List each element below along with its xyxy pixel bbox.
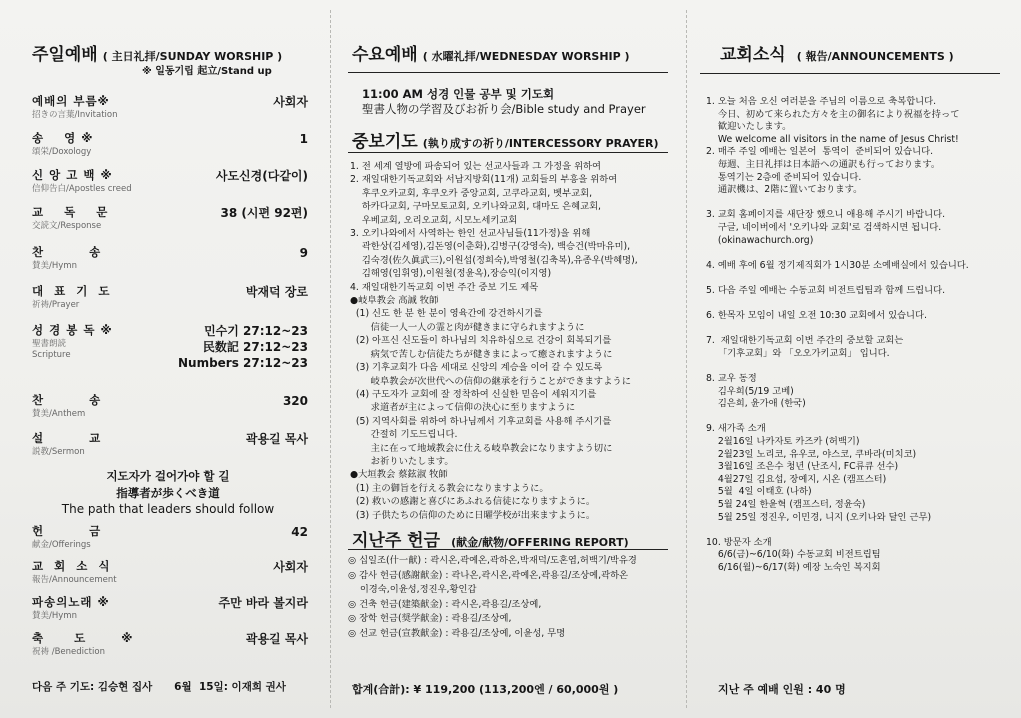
wednesday-header bbox=[352, 40, 630, 65]
wednesday-subtitle: ( 水曜礼拝/WEDNESDAY WORSHIP ) bbox=[422, 50, 630, 63]
sermon-title-english: The path that leaders should follow bbox=[61, 502, 275, 516]
worship-item-value: 9 bbox=[299, 246, 308, 260]
intercessory-subtitle: (執り成すの祈り/INTERCESSORY PRAYER) bbox=[422, 137, 659, 150]
worship-item-value: 320 bbox=[282, 394, 308, 408]
worship-item-sublabel: 招きの言葉/Invitation bbox=[32, 110, 118, 120]
announcements-column bbox=[700, 0, 1010, 718]
worship-item-sublabel: 祝祷 /Benediction bbox=[32, 647, 105, 657]
worship-item-value: 사도신경(다같이) bbox=[215, 169, 308, 183]
wednesday-column bbox=[338, 0, 668, 718]
offering-rule bbox=[348, 549, 668, 550]
worship-item-value: 사회자 bbox=[273, 95, 308, 109]
sunday-worship-subtitle: ( 主日礼拝/SUNDAY WORSHIP ) bbox=[102, 50, 283, 63]
offering-list: ◎ 십일조(什一献) : 곽시온,곽예온,곽하온,박재덕/도혼엽,허백기/박유경 ◎ 감사 헌금(感謝献金) : 곽나온,곽시온,곽예온,곽용길/조상예,곽하온 이경숙,이윤성,정진우,황인갑 ◎ 건축 헌금(建築献金) : 곽시온,곽용길/조상예, ◎ 장학 헌금(奨学献金) : 곽용길/조상예, ◎ 선교 헌금(宣教献金) : 곽용길/조상예, 이윤성, 무명 bbox=[348, 555, 637, 639]
intercessory-title: 중보기도 bbox=[352, 132, 418, 152]
worship-item-value: 38 (시편 92편) bbox=[220, 206, 308, 220]
worship-item-value: 곽용길 목사 bbox=[245, 632, 308, 646]
worship-item-label: 축 도 ※ bbox=[32, 631, 134, 645]
worship-item-value: 박재덕 장로 bbox=[245, 285, 308, 299]
worship-item-label: 송 영 ※ bbox=[32, 131, 94, 145]
prayer-list: 1. 전 세계 열방에 파송되어 있는 선교사들과 그 가정을 위하여 2. 재일대한기독교회와 서남지방회(11개) 교회들의 부흥을 위하여 후쿠오카교회, 후쿠오카 중앙교회, 고쿠라교회, 벳부교회, 하카다교회, 구마모토교회, 오키나와교회, 대마도 은혜교회, 우베교회, 오리오교회, 시모노세키교회 3. 오키나와에서 사역하는 한인 선교사님들(11가정)을 위해 곽한상(김세영),김돈영(이춘화),김병구(강영숙), 백승건(박마유미), 김숙경(佐久眞武三),이원섭(정희숙),박영철(김축복),유종우(박혜명), 김해영(임휘영),이원철(정윤옥),장승익(이지영) 4. 재일대한기독교회 이번 주간 중보 기도 제목 ●岐阜教会 高誠 牧師 (1) 신도 한 분 한 분이 영육간에 강건하시기를 信徒一人一人の霊と肉が健きまに守られますように (2) 아프신 신도들이 하나님의 치유하심으로 건강이 회복되기를 病気で苦しむ信徒たちが健きまによって癒されますように (3) 기후교회가 다음 세대로 신앙의 계승을 이어 갈 수 있도록 岐阜教会が次世代への信仰の継承を行うことができますように (4) 구도자가 교회에 잘 정착하여 신실한 믿음이 세워지기를 求道者が主によって信仰の決心に至りますように (5) 지역사회를 위하여 하나님께서 기후교회를 사용해 주시기를 간절히 기도드립니다. 主に在って地域教会に仕える岐阜教会になりますよう切に お祈りいたします。 ●大垣教会 蔡鉉淑 牧師 (1) 主の御旨を行える教会になりますように。 (2) 救いの感謝と喜びにあふれる信徒になりますように。 (3) 子供たちの信仰のために日曜学校が出来ますように。 bbox=[350, 161, 638, 521]
offering-title: 지난주 헌금 bbox=[352, 531, 441, 551]
worship-item-label: 교 회 소 식 bbox=[32, 559, 111, 573]
sermon-title-japanese: 指導者が歩くべき道 bbox=[116, 486, 220, 500]
attendance-count: 지난 주 예배 인원 : 40 명 bbox=[718, 683, 846, 696]
worship-item-label: 헌 금 bbox=[32, 524, 102, 538]
worship-item-label: 신 앙 고 백 ※ bbox=[32, 168, 113, 182]
column-divider-right bbox=[686, 10, 687, 708]
worship-item-sublabel: 賛美/Anthem bbox=[32, 409, 86, 419]
worship-item-sublabel: 説教/Sermon bbox=[32, 447, 85, 457]
worship-item-label: 찬 송 bbox=[32, 245, 102, 259]
worship-item-sublabel: 信仰告白/Apostles creed bbox=[32, 184, 132, 194]
offering-subtitle: (献金/献物/OFFERING REPORT) bbox=[451, 536, 629, 549]
worship-item-label: 찬 송 bbox=[32, 393, 102, 407]
intercessory-header bbox=[352, 127, 659, 152]
worship-item-sublabel: 献金/Offerings bbox=[32, 540, 91, 550]
worship-item-value: 1 bbox=[299, 132, 308, 146]
worship-item-value: 사회자 bbox=[273, 560, 308, 574]
bible-study-time: 11:00 AM 성경 인물 공부 및 기도회 bbox=[362, 87, 555, 101]
worship-item-sublabel: 賛美/Hymn bbox=[32, 611, 77, 621]
worship-item-label: 성 경 봉 독 ※ bbox=[32, 323, 113, 337]
worship-item-sublabel: 賛美/Hymn bbox=[32, 261, 77, 271]
worship-item-value: 곽용길 목사 bbox=[245, 432, 308, 446]
worship-item-sublabel: 報告/Announcement bbox=[32, 575, 117, 585]
worship-item-sublabel: 聖書朗読 Scripture bbox=[32, 339, 71, 360]
worship-item-sublabel: 頌栄/Doxology bbox=[32, 147, 92, 157]
bible-study-description: 聖書人物の学習及びお祈り会/Bible study and Prayer bbox=[362, 102, 646, 116]
announcements-header bbox=[720, 40, 954, 65]
worship-item-value: 민수기 27:12~23 民数記 27:12~23 Numbers 27:12~23 bbox=[177, 324, 308, 370]
worship-item-label: 예배의 부름※ bbox=[32, 94, 110, 108]
sermon-title-korean: 지도자가 걸어가야 할 길 bbox=[106, 469, 230, 483]
worship-item-value: 42 bbox=[291, 525, 308, 539]
worship-item-sublabel: 祈祷/Prayer bbox=[32, 300, 80, 310]
announcements-rule bbox=[700, 73, 1000, 74]
intercessory-rule bbox=[348, 152, 668, 153]
offering-total: 합계(合計): ¥ 119,200 (113,200엔 / 60,000원 ) bbox=[352, 683, 619, 696]
wednesday-rule bbox=[348, 72, 668, 73]
sunday-worship-title: 주일예배 bbox=[32, 45, 98, 65]
worship-item-label: 파송의노래 ※ bbox=[32, 595, 110, 609]
sunday-worship-column bbox=[22, 0, 322, 718]
announcements-subtitle: ( 報告/ANNOUNCEMENTS ) bbox=[796, 50, 954, 63]
worship-item-value: 주만 바라 볼지라 bbox=[218, 596, 308, 610]
offering-header bbox=[352, 526, 629, 551]
worship-item-label: 교 독 문 bbox=[32, 205, 109, 219]
next-week-prayer: 다음 주 기도: 김승현 집사 6월 15일: 이재희 권사 bbox=[32, 681, 286, 693]
worship-item-label: 설 교 bbox=[32, 431, 102, 445]
wednesday-title: 수요예배 bbox=[352, 45, 418, 65]
stand-up-note: ※ 일동기립 起立/Stand up bbox=[142, 66, 272, 77]
column-divider-left bbox=[330, 10, 331, 708]
worship-item-label: 대 표 기 도 bbox=[32, 284, 111, 298]
announcement-list: 1. 오늘 처음 오신 여러분을 주님의 이름으로 축복합니다. 今日、初めて来られた方々を主の御名により祝福を持って 歓迎いたします。 We welcome all visitors in the name of Jesus Christ! 2. 매주 주일 예배는 일본어 통역이 준비되어 있습니다. 毎週、主日礼拝は日本語への通訳も行っております。 통역기는 2층에 준비되어 있습니다. 通訳機は、2階に置いております。 3. 교회 홈페이지를 새단장 했으니 애용해 주시기 바랍니다. 구글, 네이버에서 '오키나와 교회'로 검색하시면 됩니다. (okinawachurch.org) 4. 예배 후에 6월 정기제직회가 1시30분 소예배실에서 있습니다. 5. 다음 주일 예배는 수동교회 비전트립팀과 함께 드립니다. 6. 한목자 모임이 내일 오전 10:30 교회에서 있습니다. 7. 재일대한기독교회 이번 주간의 중보할 교회는 「기후교회」와 「오오가키교회」 입니다. 8. 교우 동정 김우희(5/19 고베) 김은희, 윤가애 (한국) 9. 새가족 소개 2월16일 나카자토 카즈카 (허백기) 2월23일 노리코, 유우코, 야스코, 쿠바라(미치코) 3월16일 조은수 청년 (난조시, FC류큐 선수) 4월27일 김요섭, 장예지, 시온 (캠프스터) 5월 4일 이태호 (나하) 5월 24일 한윤혁 (캠프스터, 정윤숙) 5월 25일 정진우, 이민경, 니지 (오키나와 달인 근무) 10. 방문자 소개 6/6(금)~6/10(화) 수동교회 비전트립팀 6/16(월)~6/17(화) 예장 노숙인 복지회 bbox=[706, 96, 969, 573]
announcements-title: 교회소식 bbox=[720, 45, 786, 65]
worship-item-sublabel: 交読文/Response bbox=[32, 221, 102, 231]
